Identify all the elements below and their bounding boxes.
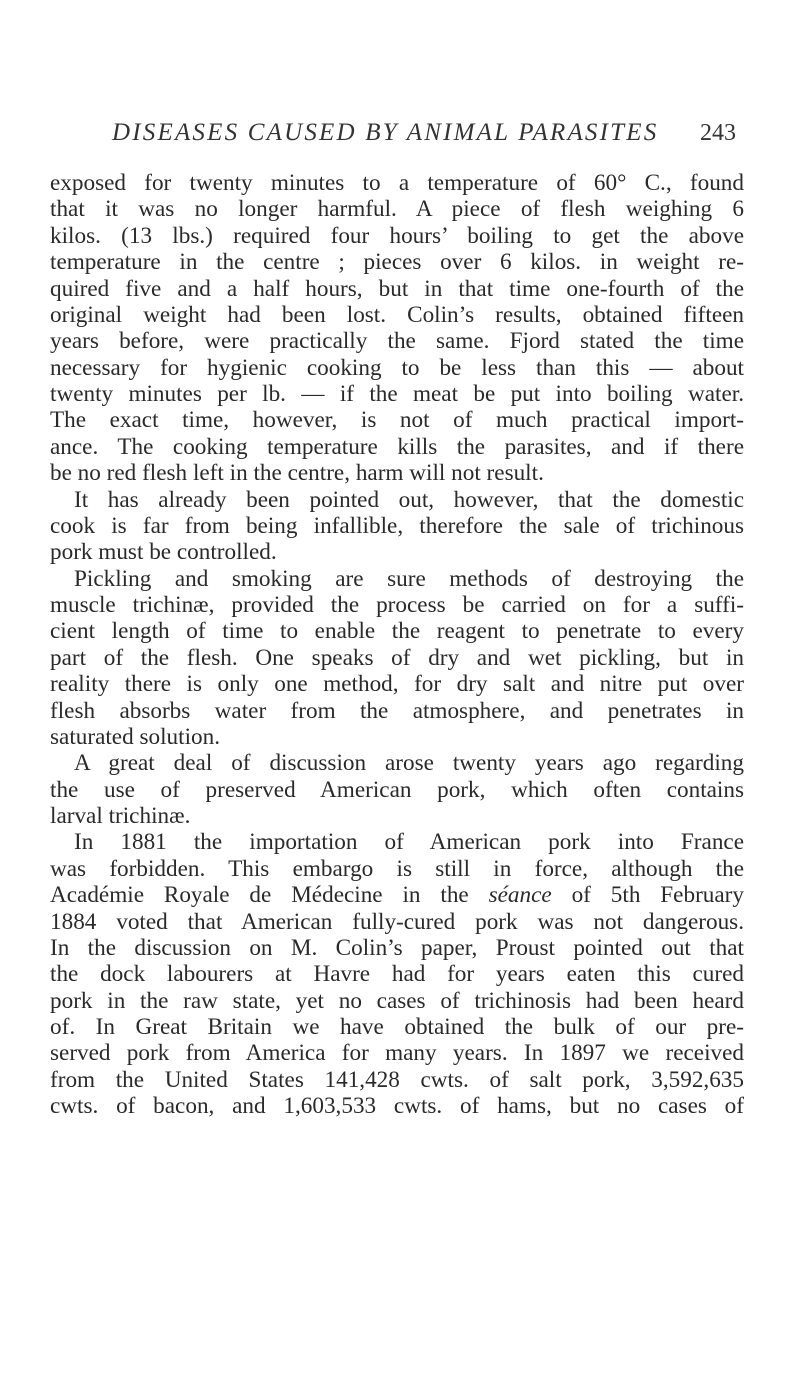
text-line: that it was no longer harmful. A piece of flesh weighing 6 bbox=[50, 196, 744, 223]
text-line: saturated solution. bbox=[50, 723, 221, 750]
text-line: Académie Royale de Médecine in the séance of 5th February bbox=[50, 882, 744, 909]
text-line: of. In Great Britain we have obtained the bulk of our pre- bbox=[50, 1014, 744, 1040]
italic-term: séance bbox=[488, 882, 552, 909]
text-line: was forbidden. This embargo is still in force, although the bbox=[50, 855, 744, 882]
text-line: kilos. (13 lbs.) required four hours’ boiling to get the above bbox=[50, 222, 744, 249]
text-line: served pork from America for many years. In 1897 we received bbox=[50, 1040, 744, 1067]
text-line: The exact time, however, is not of much practical import- bbox=[50, 407, 744, 434]
text-line: part of the flesh. One speaks of dry and wet pickling, but in bbox=[50, 644, 744, 671]
page-number: 243 bbox=[700, 120, 736, 146]
text-line: twenty minutes per lb. — if the meat be put into boiling water. bbox=[50, 381, 744, 407]
text-line: muscle trichinæ, provided the process be carried on for a suffi- bbox=[50, 592, 744, 618]
text-line: reality there is only one method, for dry salt and nitre put over bbox=[50, 671, 744, 698]
text-line: flesh absorbs water from the atmosphere, and penetrates in bbox=[50, 697, 744, 724]
text-line: cwts. of bacon, and 1,603,533 cwts. of hams, but no cases of bbox=[50, 1093, 744, 1120]
body-text bbox=[50, 170, 744, 1120]
text-line: pork in the raw state, yet no cases of trichinosis had been heard bbox=[50, 987, 744, 1014]
text-line: temperature in the centre ; pieces over 6 kilos. in weight re- bbox=[50, 249, 744, 276]
text-line: the use of preserved American pork, which often contains bbox=[50, 776, 744, 803]
text-line: 1884 voted that American fully-cured pork was not dangerous. bbox=[50, 908, 744, 935]
text-line: pork must be controlled. bbox=[50, 539, 277, 566]
text-line: Pickling and smoking are sure methods of destroying the bbox=[74, 565, 744, 592]
text-line: cient length of time to enable the reagent to penetrate to every bbox=[50, 618, 744, 645]
text-line: In the discussion on M. Colin’s paper, Proust pointed out that bbox=[50, 934, 744, 961]
text-line: be no red flesh left in the centre, harm will not result. bbox=[50, 460, 544, 487]
text-line: quired five and a half hours, but in that time one-fourth of the bbox=[50, 275, 744, 302]
text-line: years before, were practically the same. Fjord stated the time bbox=[50, 328, 744, 355]
text-line: larval trichinæ. bbox=[50, 803, 191, 829]
text-line: A great deal of discussion arose twenty years ago regarding bbox=[74, 750, 744, 777]
running-head bbox=[112, 119, 736, 153]
text-line: necessary for hygienic cooking to be less than this — about bbox=[50, 354, 744, 381]
text-line: from the United States 141,428 cwts. of salt pork, 3,592,635 bbox=[50, 1066, 744, 1093]
running-title: DISEASES CAUSED BY ANIMAL PARASITES bbox=[112, 119, 659, 146]
text-line: cook is far from being infallible, therefore the sale of trichinous bbox=[50, 512, 744, 539]
text-line: the dock labourers at Havre had for years eaten this cured bbox=[50, 961, 744, 988]
text-line: It has already been pointed out, however, that the domestic bbox=[74, 486, 744, 513]
text-line: ance. The cooking temperature kills the parasites, and if there bbox=[50, 433, 744, 460]
text-line: original weight had been lost. Colin’s results, obtained fifteen bbox=[50, 301, 744, 328]
text-line: exposed for twenty minutes to a temperature of 60° C., found bbox=[50, 170, 744, 196]
text-line: In 1881 the importation of American pork into France bbox=[74, 829, 744, 856]
